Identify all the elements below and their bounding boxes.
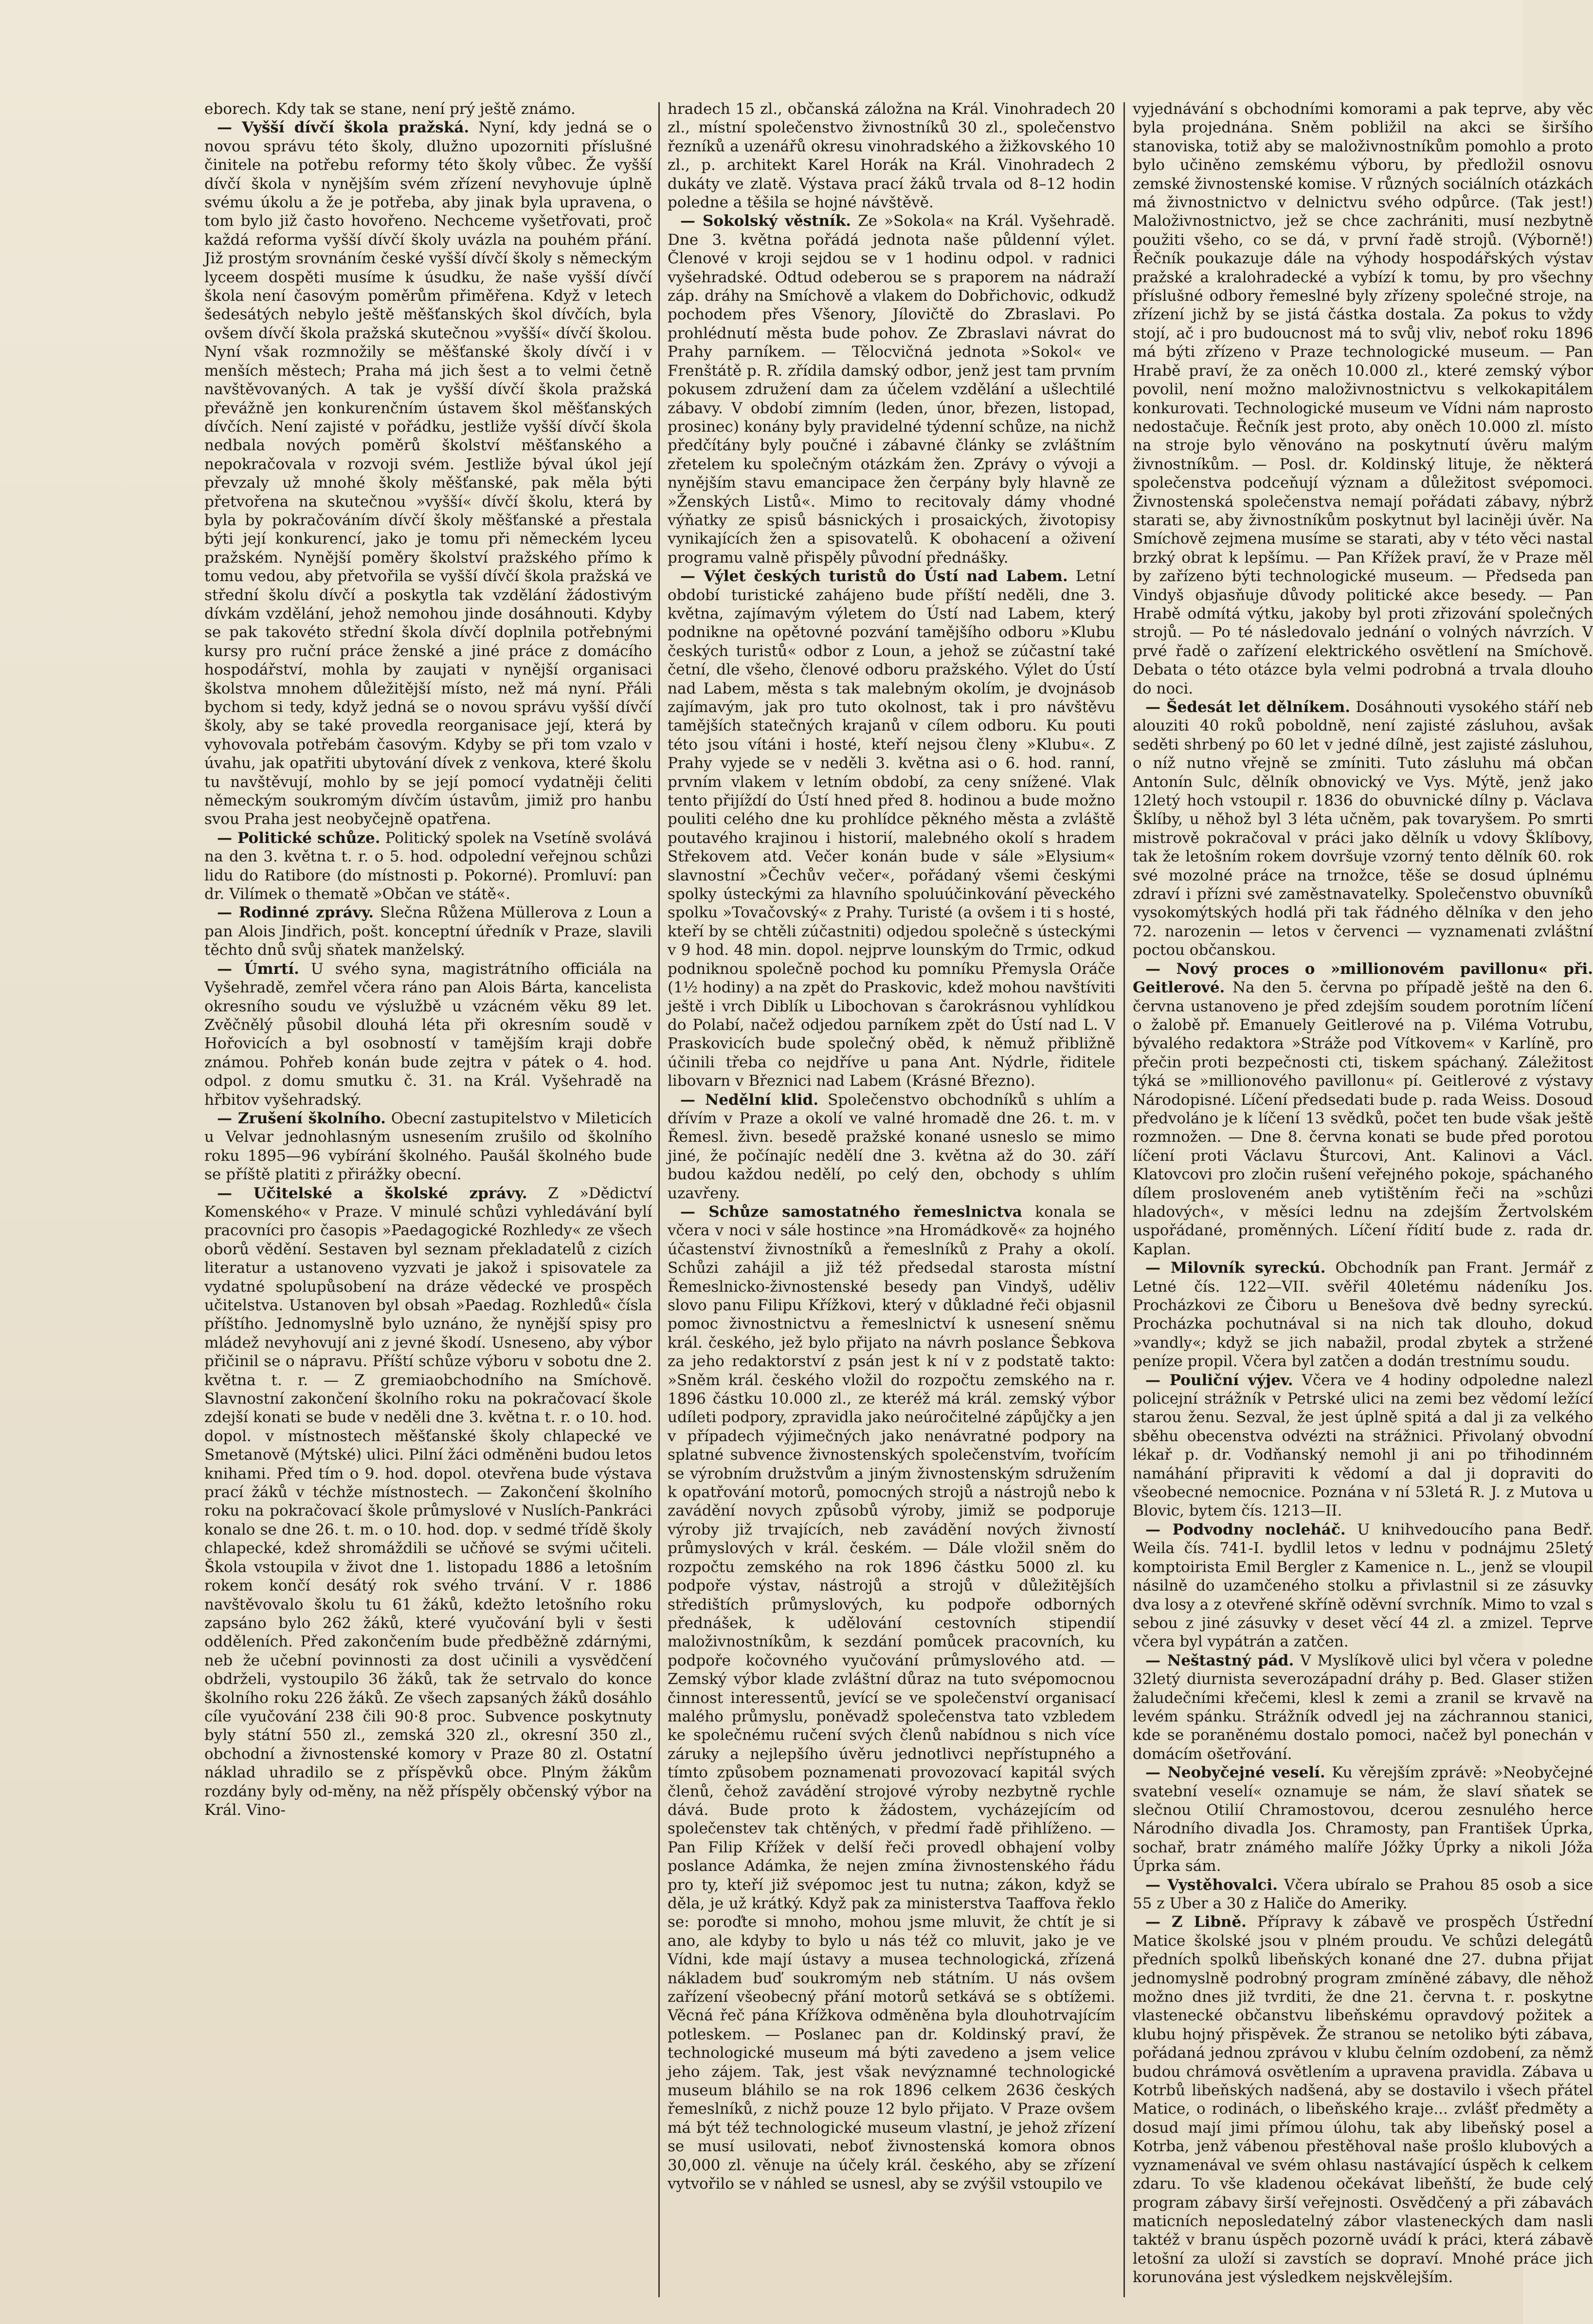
article-body: U svého syna, magistrátního officiála na Vyšehradě, zemřel včera ráno pan Alois Bárta, kancelista okresního soudu ve výslužbě u vzácném věku 89 let. Zvěčnělý působil dlouhá léta při okresním soudě v Hořovicích a byl osobností v tamějším kraji dobře známou. Pohřeb konán bude zejtra v pátek o 4. hod. odpol. z domu smutku č. 31. na Král. Vyšehradě na hřbitov vyšehradský. bbox=[204, 960, 652, 1109]
article-body: eborech. Kdy tak se stane, není prý ještě známo. bbox=[204, 100, 576, 118]
article-heading: — Učitelské a školské zprávy. bbox=[217, 1184, 527, 1202]
article-paragraph bbox=[204, 1184, 652, 1820]
article-paragraph bbox=[204, 903, 652, 959]
article-paragraph bbox=[204, 1109, 652, 1184]
article-heading: — Vystěhovalci. bbox=[1145, 1876, 1278, 1894]
article-paragraph bbox=[668, 212, 1115, 567]
article-body: konala se včera v noci v sále hostince »na Hromádkově« za hojného účastenství živnostníků a řemeslníků z Prahy a okolí. Schůzi zahájil a již též předsedal starosta místní Řemeslnicko-živnostenské besedy pan Vindyš, uděliv slovo panu Filipu Křížkovi, který v důkladné řeči objasnil pomoc živnostnictvu a řemeslnictví k usnesení sněmu král. českého, jež bylo přijato na návrh poslance Šebkova za jeho redaktorství z psán jest k ní v z podstatě takto: »Sněm král. českého vložil do rozpočtu zemského na r. 1896 částku 10.000 zl., ze kteréž má král. zemský výbor udíleti podpory, zpravidla jako neúročitelné zápůjčky a jen v případech výjimečných jako nenávratné podpory na splatné subvence živnostenských společenstvím, tvořícím se výrobním družstvům a jiným živnostenským sdružením k opatřování motorů, pomocných strojů a nástrojů nebo k zavádění novych způsobů výroby, jimiž se podporuje výroby již trvajících, neb zavádění nových živností průmyslových v král. českém. — Dále vložil sněm do rozpočtu zemského na rok 1896 částku 5000 zl. ku podpoře výstav, nástrojů a strojů v důležitějších středištích průmyslových, ku podpoře odborných přednášek, k udělování cestovních stipendií maloživnostníkům, k sezdání pomůcek pracovních, ku podpoře kočovného vyučování průmyslového atd. — Zemský výbor klade zvláštní důraz na tuto svépomocnou činnost interessentů, jevící se ve společenství organisací malého průmyslu, poněvadž společenstva tato vzbledem ke společnému ručení svých členů nabídnou s nich více záruky a nejlepšího úvěru jednotlivci nepřístupného a tímto způsobem poznamenati provozovací kapitál svých členů, čehož zavádění strojové výroby nezbytně rychle dává. Bude proto k žádostem, vycházejícím od společenstev tak chtěných, v předmí řadě přihlíženo. — Pan Filip Křížek v delší řeči provedl obhajení volby poslance Adámka, že nejen zmína živnostenského řádu pro ty, kteří již svépomoc jest tu nutna; zákon, když se děla, je už krátký. Když pak za ministerstva Taaffova řeklo se: poroďte si mnoho, mohou jsme mluvit, že chtít je si ano, ale kdyby to bylo u nás též co mluvit, jako je ve Vídni, kde mají ústavy a musea technologická, zřízená nákladem buď soukromým neb státním. U nás ovšem zařízení všeobecný přání motorů setkává se s obtížemi. Věcná řeč pána Křížkova odměněna byla dlouhotrvajícím potleskem. — Poslanec pan dr. Koldinský praví, že technologické museum má býti zavedeno a jsem velice jeho zájem. Tak, jest však nevýznamné technologické museum bláhilo se na rok 1896 celkem 2636 českých řemeslníků, z nichž pouze 12 bylo přijato. V Praze ovšem má být též technologické museum vlastní, je jehož zřízení se musí usilovati, neboť živnostenská komora obnos 30,000 zl. věnuje na účely král. českého, aby se zřízení vytvořilo se v náhled se usnesl, aby se zvýšil vstoupilo ve bbox=[668, 1203, 1115, 2193]
article-body: Včera ve 4 hodiny odpoledne nalezl policejní strážník v Petrské ulici na zemi bez vědomí ležící starou ženu. Sezval, že jest úplně spitá a dal ji za velkého sběhu obecenstva odvézti na strážnici. Přivolaný obvodní lékař p. dr. Vodňanský nemohl ji ani po třihodinném namáhání připraviti k vědomí a dal ji dopraviti do všeobecné nemocnice. Poznána v ní 53letá R. J. z Mutova u Blovic, bytem čís. 1213—II. bbox=[1133, 1371, 1593, 1520]
article-body: Obchodník pan Frant. Jermář z Letné čís. 122—VII. svěřil 40letému nádeníku Jos. Procházkovi ze Čiboru u Benešova dvě bedny syreckú. Procházka pochutnával si na nich tak dlouho, dokud »vandly«; když se jich nabažil, prodal zbytek a stržené peníze propil. Včera byl zatčen a dodán trestnímu soudu. bbox=[1133, 1259, 1593, 1371]
article-heading: — Podvodny nocleháč. bbox=[1145, 1520, 1346, 1538]
article-paragraph bbox=[1133, 1259, 1593, 1371]
article-heading: — Milovník syreckú. bbox=[1145, 1259, 1326, 1277]
article-heading: — Vyšší dívčí škola pražská. bbox=[217, 119, 470, 137]
article-body: Politický spolek na Vsetíně svolává na den 3. května t. r. o 5. hod. odpolední veřejnou schůzi lidu do Ratibore (do místnosti p. Pokorné). Promluví: pan dr. Vilímek o thematě »Občan ve státě«. bbox=[204, 829, 652, 903]
article-paragraph bbox=[204, 118, 652, 828]
article-body: Dosáhnouti vysokého stáří neb alouziti 40 roků poboldně, není zajisté zásluhou, avšak seděti shrbený po 60 let v jedné dílně, jest zajisté zásluhou, o níž nutno vřejně se zmíniti. Tuto zásluhu má občan Antonín Sulc, dělník obnovický ve Vys. Mýtě, jenž jako 12letý hoch vstoupil r. 1836 do obuvnické dílny p. Václava Šklíby, u něhož byl 3 léta učněm, pak tovaryšem. Po smrti mistrově pokračoval v práci jako dělník u vdovy Šklíbovy, tak že letošním rokem dovršuje vzorný tento dělník 60. rok své mozolné práce na trnožce, těše se dosud úplnému zdraví i přízni své zaměstnavatelky. Společenstvo obuvníků vysokomýtských hodlá při tak řádného dělníka v den jeho 72. narozenin — letos v červenci — vyznamenati zvláštní poctou občanskou. bbox=[1133, 698, 1593, 959]
article-body: Obecní zastupitelstvo v Mileticích u Velvar jednohlasným usnesením zrušilo od školního roku 1895—96 vybírání školného. Paušál školného bude se příště platiti z přirážky obecní. bbox=[204, 1109, 652, 1184]
article-paragraph bbox=[1133, 698, 1593, 960]
article-paragraph bbox=[1133, 960, 1593, 1259]
article-heading: — Zrušení školního. bbox=[217, 1109, 386, 1127]
article-paragraph bbox=[204, 960, 652, 1109]
article-heading: — Schůze samostatného řemeslnictva bbox=[680, 1203, 1022, 1221]
article-paragraph bbox=[1133, 1520, 1593, 1651]
article-paragraph bbox=[668, 100, 1115, 212]
article-body: U knihvedoucího pana Bedř. Weila čís. 741-I. bydlil letos v lednu v podnájmu 25letý komptoiristа Emil Bergler z Kamenice n. L., jenž se vloupil násilně do uzamčeného stolku a přivlastnil si ze zásuvky dva losy a z otevřené skříně oděvní svrchník. Mimo to vzal s sebou z jiné zásuvky v deset věcí 44 zl. a zmizel. Teprve včera byl vypátrán a zatčen. bbox=[1133, 1520, 1593, 1651]
article-paragraph bbox=[204, 100, 652, 118]
article-body: Nyní, kdy jedná se o novou správu této školy, dlužno upozorniti příslušné činitele na potřebu reformy této školy vůbec. Že vyšší dívčí škola v nynějším svém zřízení nevyhovuje úplně svému úkolu a že je potřeba, aby jinak byla upravena, o tom bylo již často hovořeno. Nechceme vyšetřovati, proč každá reforma vyšší dívčí školy uvázla na pouhém přání. Již prostým srovnáním české vyšší dívčí školy s německým lyceem dospěti musíme k úsudku, že naše vyšší dívčí škola není časovým poměrům přiměřena. Když v letech šedesátých nebylo ještě měšťanských škol dívčích, byla ovšem dívčí škola pražská skutečnou »vyšší« dívčí školou. Nyní však rozmnožily se měšťanské školy dívčí i v menších městech; Praha má jich šest a to velmi četně navštěvovaných. A tak je vyšší dívčí škola pražská převážně jen konkurenčním ústavem škol měšťanských dívčích. Není zajisté v pořádku, jestliže vyšší dívčí škola nedbala nových poměrů školství měšťanského a nepokračovala v rozvoji svém. Jestliže býval úkol její převzaly už mnohé školy měšťanské, pak měla býti přetvořena na skutečnou »vyšší« dívčí školu, která by byla by pokračováním dívčí školy měšťanské a přestala býti její konkurencí, jako je tomu při německém lyceu pražském. Nynější poměry školství pražského přímo k tomu vedou, aby přetvořila se vyšší dívčí škola pražská ve střední školu dívčí a poskytla tak vzdělání žádostivým dívkám vzdělání, jehož nemohou jinde dosáhnouti. Kdyby se pak takovéto střední škola dívčí doplnila potřebnými kursy pro ruční práce ženské a jiné práce z domácího hospodářství, mohla by zaujati v nynější organisaci školstva mnohem důležitější místo, než má nyní. Přáli bychom si tedy, když jedná se o novou správu vyšší dívčí školy, aby se také provedla reorganisace její, která by vyhovovala potřebám časovým. Kdyby se při tom vzalo v úvahu, jak opatřiti ubytování dívek z venkova, které školu tu navštěvují, mohlo by se její pomocí vydatněji čeliti německým soukromým dívčím ústavům, jimiž pro hanbu svou Praha jest neobyčejně opatřena. bbox=[204, 119, 652, 828]
article-body: Ze »Sokola« na Král. Vyšehradě. Dne 3. května pořádá jednota naše půldenní výlet. Členové v kroji sejdou se v 1 hodinu odpol. v radnici vyšehradské. Odtud odeberou se s praporem na nádraží záp. dráhy na Smíchově a vlakem do Dobřichovic, odkudž pochodem přes Všenory, Jílovičtě do Zbraslavi. Po prohlédnutí města bude pohov. Ze Zbraslavi návrat do Prahy parníkem. — Tělocvičná jednota »Sokol« ve Frenštátě p. R. zřídila damský odbor, jenž jest tam prvním pokusem združení dam za účelem vzdělání a ušlechtilé zábavy. V období zimním (leden, únor, březen, listopad, prosinec) konány byly pravidelné týdenní schůze, na nichž předčítány byly poučné i zábavné články se zvláštním zřetelem ku společným otázkám žen. Zprávy o vývoji a nynějším stavu emancipace žen čerpány byly hlavně ze »Ženských Listů«. Mimo to recitovaly dámy vhodné výňatky ze spisů básnických i prosaických, životopisy vynikajících žen a spisovatelů. K obohacení a oživení programu valně přispěly původní přednášky. bbox=[668, 212, 1115, 567]
article-heading: — Šedesát let dělníkem. bbox=[1145, 698, 1351, 716]
article-body: V Myslíkově ulici byl včera v poledne 32letý diurnista severozápadní dráhy p. Bed. Glaser stižen žaludečními křečemi, klesl k zemi a zranil se krvavě na levém spánku. Strážník odvedl jej na záchrannou stanici, kde se poraněnému dostalo pomoci, načež byl ponechán v domácím ošetřování. bbox=[1133, 1651, 1593, 1763]
article-body: Přípravy k zábavě ve prospěch Ústřední Matice školské jsou v plném proudu. Ve schůzi delegátů předních spolků libeňských konané dne 27. dubna přijat jednomyslně podrobný program zmíněné zábavy, dle něhož možno dnes již tvrditi, že dne 21. června t. r. poskytne vlastenecké občanstvu libeňskému opravdový požitek a klubu hojný přispěvek. Že stranou se netoliko býti zábava, pořádaná jednou zprávou v klubu čelním ozdobení, za němž budou chrámová osvětlením a upravena pravidla. Zábava u Kotrbů libeňských nadšená, aby se dostavilo i všech přátel Matice, o rodinách, o libeňského kraje... zvlášť předměty a dosud mají jimi přímou úlohu, tak aby libeňský posel a Kotrba, jenž vábenou přestěhoval naše prošlo klubových a vyznamenával ve svém ohlasu nastávající úspěch k celkem zdaru. To vše kladenou očekávat libeňští, že bude celý program zábavy širší veřejnosti. Osvědčený a při zábavách maticních neposledatelný zábor vlasteneckých dam nasli taktéž v branu úspěch pozorně uvádí k práci, která zábavě letošní za uloží si zavstích se dopraví. Mnohé práce jich korunována jest výsledkem nejskvělejším. bbox=[1133, 1913, 1593, 2287]
article-paragraph bbox=[668, 1203, 1115, 2194]
article-paragraph bbox=[1133, 1651, 1593, 1763]
article-heading: — Rodinné zprávy. bbox=[217, 904, 374, 922]
article-heading: — Politické schůze. bbox=[217, 829, 380, 847]
article-heading: — Výlet českých turistů do Ústí nad Labem. bbox=[680, 567, 1068, 586]
article-heading: — Pouliční výjev. bbox=[1145, 1371, 1293, 1389]
article-heading: — Nový proces o »millionovém pavillonu« při. Geitlerové. bbox=[1133, 960, 1593, 997]
article-paragraph bbox=[668, 1091, 1115, 1203]
column-rule bbox=[1123, 102, 1125, 2297]
article-body: Z »Dědictví Komenského« v Praze. V minulé schůzi vyhledávání bylí pracovníci pro časopis »Paedagogické Rozhledy« ze všech oborů vědění. Sestaven byl seznam překladatelů z cizích literatur a ustanoveno vyzvati je jakož i spisovatele za vydatné spolupůsobení na dráze vědecké ve prospěch učitelstva. Ustanoven byl obsah »Paedag. Rozhledů« čísla příštího. Jednomyslně bylo uznáno, že nynější spisy pro mládež nevyhovují ani z jevné škodí. Usneseno, aby výbor přičinil se o nápravu. Příští schůze výboru v sobotu dne 2. května t. r. — Z gremiaobchodního na Smíchově. Slavnostní zakončení školního roku na pokračovací škole zdejší konati se bude v neděli dne 3. května t. r. o 10. hod. dopol. v místnostech měšťanské školy chlapecké ve Smetanově (Mýtské) ulici. Pilní žáci odměněni budou letos knihami. Před tím o 9. hod. dopol. otevřena bude výstava prací žáků v téchže místnostech. — Zakončení školního roku na pokračovací škole průmyslové v Nuslích-Pankráci konalo se dne 26. t. m. o 10. hod. dop. v sedmé třídě školy chlapecké, kdež shromáždili se učňové se svými učiteli. Škola vstoupila v život dne 1. listopadu 1886 a letošním rokem končí desátý rok svého trvání. V r. 1886 navštěvovalo školu tu 61 žáků, kdežto letošního roku zapsáno bylo 262 žáků, které vyučování byli v šesti odděleních. Před zakončením bude předběžně zdárnými, neb že učební povinnosti za dost učinili a vysvědčení obdrželi, vystoupilo 36 žáků, tak že setrvalo do konce školního roku 226 žáků. Ze všech zapsaných žáků dosáhlo cíle vyučování 238 čili 90·8 proc. Subvence poskytnuty byly státní 550 zl., zemská 320 zl., okresní 350 zl., obchodní a živnostenské komory v Praze 80 zl. Ostatní náklad uhradilo se z příspěvků obce. Plným žákům rozdány byly od-měny, na něž příspěly občenský výbor na Král. Vino- bbox=[204, 1184, 652, 1819]
article-body: Na den 5. června po případě ještě na den 6. června ustanoveno je před zdejším soudem porotním líčení o žalobě př. Emanuely Geitlerové na p. Viléma Votrubu, bývalého redaktora »Stráže pod Vítkovem« v Karlíně, pro přečin proti bezpečnosti cti, tiskem spáchaný. Záležitost týká se »millionového pavillonu« pí. Geitlerové z výstavy Národopisné. Líčení předsedati bude p. rada Weiss. Dosoud předvoláno je k líčení 13 svědků, počet ten bude však ještě rozmnožen. — Dne 8. června konati se bude před porotou líčení proti Václavu Šturcovi, Ant. Kalinovi a Václ. Klatovcovi pro zločin rušení veřejného pokoje, spáchaného dílem prosloveném aneb vytištěním řeči na »schůzi hladových«, v měsíci lednu na zdejším Žertvolském uspořádané, proměnných. Líčení řídití bude z. rada dr. Kaplan. bbox=[1133, 979, 1593, 1258]
article-paragraph bbox=[1133, 1913, 1593, 2287]
article-paragraph bbox=[668, 567, 1115, 1090]
column-rule bbox=[658, 102, 660, 2297]
text-column-2 bbox=[668, 100, 1115, 2305]
article-heading: — Sokolský věstník. bbox=[680, 212, 851, 230]
article-body: Slečna Růžena Müllerova z Loun a pan Alois Jindřich, pošt. konceptní úředník v Praze, slavili těchto dnů svůj sňatek manželský. bbox=[204, 904, 652, 959]
article-paragraph bbox=[1133, 1763, 1593, 1875]
text-column-1 bbox=[204, 100, 652, 2305]
article-body: Letní období turistické zahájeno bude příští neděli, dne 3. května, zajímavým výletem do Ústí nad Labem, který podnikne na opětovné pozvání tamějšího odboru »Klubu českých turistů« odbor z Loun, a jehož se zúčastní také četní, dle všeho, členové odboru pražského. Výlet do Ústí nad Labem, města s tak malebným okolím, je dvojnásob zajímavým, jak pro tuto okolnost, tak i pro návštěvu tamějších statečných krajanů v cílem odboru. Ku pouti této jsou vítáni i hosté, kteří nejsou členy »Klubu«. Z Prahy vyjede se v neděli 3. května asi o 6. hod. ranní, prvním vlakem v letním období, za ceny snížené. Vlak tento přijíždí do Ústí hned před 8. hodinou a bude možno pouliti celého dne ku prohlídce pěkného města a zvláště poutavého krajinou i historií, malebného okolí s hradem Střekovem atd. Večer konán bude v sále »Elysium« slavnostní »Čechův večer«, pořádaný všemi českými spolky ústeckými za hlavního spoluúčinkování pěveckého spolku »Tovačovský« z Prahy. Turisté (a ovšem i ti s hosté, kteří by se chtěli zúčastniti) odjedou společně s ústeckými v 9 hod. 48 min. dopol. nejprve lounským do Trmic, odkud podniknou společně pochod ku pomníku Přemysla Oráče (1½ hodiny) a na zpět do Praskovic, kdež mohou navštíviti ještě i vrch Diblík u Libochovan s čarokrásnou vyhlídkou do Polabí, načež odjedou parníkem zpět do Ústí nad L. V Praskovicích bude společný oběd, k němuž přibližně účinili třeba co nejdříve u pana Ant. Nýdrle, řiditele libovarn v Březnici nad Labem (Krásné Březno). bbox=[668, 567, 1115, 1090]
article-body: Včera ubíralo se Prahou 85 osob a sice 55 z Uber a 30 z Haliče do Ameriky. bbox=[1133, 1876, 1593, 1912]
article-paragraph bbox=[204, 829, 652, 904]
article-heading: — Neobyčejné veselí. bbox=[1145, 1764, 1325, 1782]
article-body: Společenstvo obchodníků s uhlím a dřívím v Praze a okolí ve valné hromadě dne 26. t. m. v Řemesl. živn. besedě pražské konané usneslo se mimo jiné, že počínajíc nedělí dne 3. května až do 30. září budou každou nedělí, po celý den, obchody s uhlím uzavřeny. bbox=[668, 1091, 1116, 1202]
article-heading: — Z Libně. bbox=[1145, 1913, 1247, 1931]
article-heading: — Úmrtí. bbox=[217, 960, 299, 978]
article-body: vyjednávání s obchodními komorami a pak teprve, aby věc byla projednána. Sněm pobližil na akci se širšího stanoviska, totiž aby se maloživnostníkům pomohlo a proto bylo učiněno zemskému výboru, by předložil osnovu zemské živnostenské komise. V různých sociálních otázkách má živnostnictvo v delnictvu svého odpůrce. (Tak jest!) Maloživnostnictvo, jež se chce zachrániti, musí nezbytně použiti všeho, co se dá, v první řadě strojů. (Výborně!) Řečník poukazuje dále na výhody hospodářských výstav pražské a kralohradecké a vybízí k tomu, by pro všechny příslušné odbory řemeslné byly zřízeny společné stroje, na zřízení jichž by se jistá částka dostala. Za pokus to vždy stojí, ač i pro budoucnost má to svůj vliv, neboť roku 1896 má býti zřízeno v Praze technologické museum. — Pan Hrabě praví, že za oněch 10.000 zl., které zemský výbor povolil, není možno maloživnostnictvu s velkokapitálem konkurovati. Technologické museum ve Vídni nám naprosto nedostačuje. Řečník jest proto, aby oněch 10.000 zl. místo na stroje bylo věnováno na poskytnutí úvěru malým živnostníkům. — Posl. dr. Koldinský lituje, že některá společenstva podceňují význam a důležitost svépomoci. Živnostenská společenstva nemají pořádati zábavy, nýbrž starati se, aby živnostníkům poskytnut byl laciněji úvěr. Na Smíchově zejmena musíme se starati, aby v této věci nastal brzký obrat k lepšímu. — Pan Křížek praví, že v Praze měl by zařízeno býti technologické museum. — Předseda pan Vindyš objasňuje důvody politické akce besedy. — Pan Hrabě odmítá výtku, jakoby byl proti zřizování společných strojů. — Po té následovalo jednání o volných návrzích. V prvé řadě o zařízení elektrického osvětlení na Smíchově. Debata o této otázce byla velmi podrobná a trvala dlouho do noci. bbox=[1133, 100, 1593, 697]
text-column-3 bbox=[1133, 100, 1593, 2305]
article-body: hradech 15 zl., občanská záložna na Král. Vinohradech 20 zl., místní společenstvo živnostníků 30 zl., společenstvo řezníků a uzenářů okresu vinohradského a žižkovského 10 zl., p. architekt Karel Horák na Král. Vinohradech 2 dukáty ve zlatě. Výstava prací žáků trvala od 8–12 hodin poledne a těšila se hojné návštěvě. bbox=[668, 100, 1115, 212]
article-body: Ku věrejším zprávě: »Neobyčejné svatební veselí« oznamuje se nám, že slaví sňatek se slečnou Otilií Chramostovou, dcerou zesnulého herce Národního divadla Jos. Chramosty, pan František Úprka, sochař, bratr známého malíře Jóžky Úprky a nikoli Jóža Úprka sám. bbox=[1133, 1764, 1593, 1875]
article-heading: — Nedělní klid. bbox=[680, 1091, 819, 1109]
article-heading: — Neštastný pád. bbox=[1145, 1651, 1294, 1669]
article-paragraph bbox=[1133, 1876, 1593, 1913]
article-paragraph bbox=[1133, 100, 1593, 698]
article-paragraph bbox=[1133, 1371, 1593, 1520]
